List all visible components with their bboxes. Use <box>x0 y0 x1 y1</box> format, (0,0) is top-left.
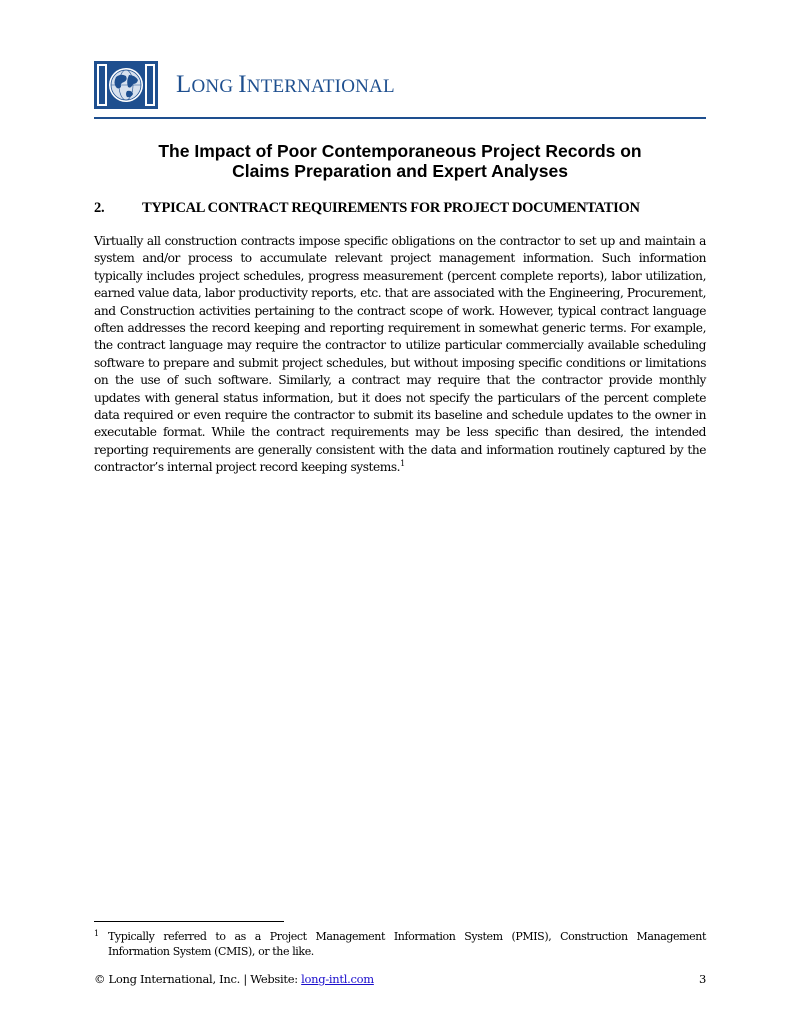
footnote <box>94 929 706 959</box>
globe-logo-icon <box>94 61 158 109</box>
document-title <box>94 141 706 181</box>
footer-copyright: © Long International, Inc. | Website: long-intl.com <box>94 972 374 986</box>
footnote-text: Typically referred to as a Project Management Information System (PMIS), Construction Management Information System (CMIS), or the like. <box>108 930 706 958</box>
footnote-reference[interactable]: 1 <box>400 459 405 469</box>
section-heading <box>94 199 706 217</box>
footnote-divider <box>94 921 284 922</box>
section-number: 2. <box>94 200 105 216</box>
footnote-marker: 1 <box>94 929 99 938</box>
header-divider <box>94 117 706 119</box>
website-link[interactable]: long-intl.com <box>301 972 374 986</box>
title-line-1: The Impact of Poor Contemporaneous Project Records on <box>158 141 642 161</box>
page-footer <box>94 972 706 990</box>
company-name: LONG INTERNATIONAL <box>176 71 395 98</box>
page-number: 3 <box>698 972 706 986</box>
body-paragraph <box>94 233 706 477</box>
body-paragraph-text: Virtually all construction contracts impose specific obligations on the contractor to set up and maintain a system and/or process to accumulate relevant project management information. Such information typically includes project schedules, progress measurement (percent complete reports), labor utilization, earned value data, labor productivity reports, etc. that are associated with the Engineering, Procurement, and Construction activities pertaining to the contract scope of work. However, typical contract language often addresses the record keeping and reporting requirement in somewhat generic terms. For example, the contract language may require the contractor to utilize particular commercially available scheduling software to prepare and submit project schedules, but without imposing specific conditions or limitations on the use of such software. Similarly, a contract may require that the contractor provide monthly updates with general status information, but it does not specify the particulars of the percent complete data required or even require the contractor to submit its baseline and schedule updates to the owner in executable format. While the contract requirements may be less specific than desired, the intended reporting requirements are generally consistent with the data and information routinely captured by the contractor’s internal project record keeping systems. <box>94 234 706 475</box>
section-title: TYPICAL CONTRACT REQUIREMENTS FOR PROJECT DOCUMENTATION <box>142 200 640 216</box>
page-header <box>94 61 706 119</box>
title-line-2: Claims Preparation and Expert Analyses <box>232 161 568 181</box>
